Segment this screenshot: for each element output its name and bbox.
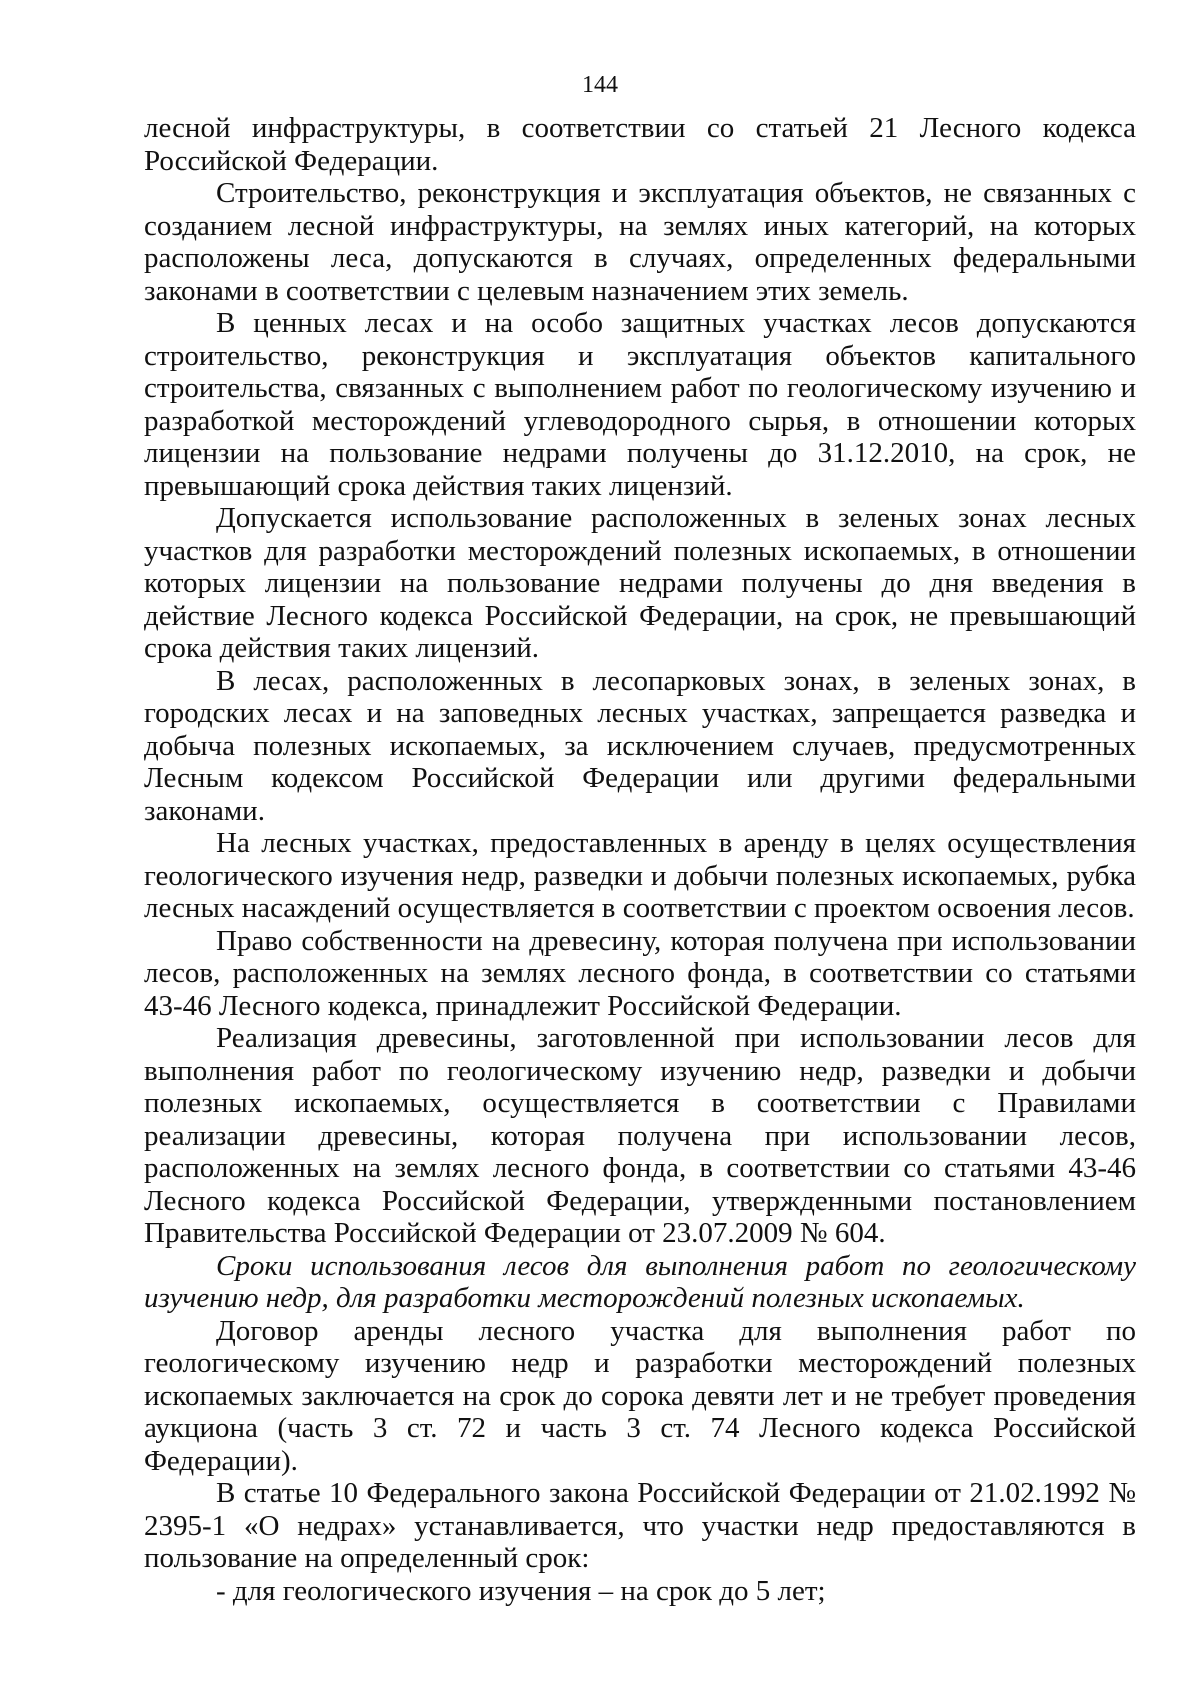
list-item-geological-study: - для геологического изучения – на срок до 5 лет; bbox=[216, 1574, 826, 1607]
paragraph-construction-other-lands: Строительство, реконструкция и эксплуатация объектов, не связанных с созданием лесной инфраструктуры, на землях иных категорий, на которых расположены леса, допускаются в случаях, определенных федеральными законами в соответствии с целевым назначением этих земель. bbox=[144, 177, 1136, 307]
paragraph-prohibition: В лесах, расположенных в лесопарковых зонах, в зеленых зонах, в городских лесах и на заповедных лесных участках, запрещается разведка и добыча полезных ископаемых, за исключением случаев, предусмотренных Лесным кодексом Российской Федерации или другими федеральными законами. bbox=[144, 664, 1136, 827]
section-heading-terms: Сроки использования лесов для выполнения работ по геологическому изучению недр, для разработки месторождений полезных ископаемых. bbox=[144, 1249, 1136, 1314]
paragraph-subsoil-law: В статье 10 Федерального закона Российской Федерации от 21.02.1992 № 2395-1 «О недрах» устанавливается, что участки недр предоставляются в пользование на определенный срок: bbox=[144, 1477, 1136, 1574]
paragraph-valuable-forests: В ценных лесах и на особо защитных участках лесов допускаются строительство, реконструкция и эксплуатация объектов капитального строительства, связанных с выполнением работ по геологическому изучению и разработкой месторождений углеводородного сырья, в отношении которых лицензии на пользование недрами получены до 31.12.2010, на срок, не превышающий срока действия таких лицензий. bbox=[144, 307, 1136, 502]
paragraph-lease-agreement: Договор аренды лесного участка для выполнения работ по геологическому изучению недр и разработки месторождений полезных ископаемых заключается на срок до сорока девяти лет и не требует проведения аукциона (часть 3 ст. 72 и часть 3 ст. 74 Лесного кодекса Российской Федерации). bbox=[144, 1314, 1136, 1477]
paragraph-continuation: лесной инфраструктуры, в соответствии со статьей 21 Лесного кодекса Российской Федерации. bbox=[144, 112, 1136, 177]
document-body bbox=[144, 112, 1136, 1607]
paragraph-logging: На лесных участках, предоставленных в аренду в целях осуществления геологического изучения недр, разведки и добычи полезных ископаемых, рубка лесных насаждений осуществляется в соответствии с проектом освоения лесов. bbox=[144, 827, 1136, 924]
page-number: 144 bbox=[582, 72, 618, 98]
paragraph-timber-ownership: Право собственности на древесину, которая получена при использовании лесов, расположенных на землях лесного фонда, в соответствии со статьями 43-46 Лесного кодекса, принадлежит Российской Федерации. bbox=[144, 924, 1136, 1022]
paragraph-green-zones: Допускается использование расположенных в зеленых зонах лесных участков для разработки месторождений полезных ископаемых, в отношении которых лицензии на пользование недрами получены до дня введения в действие Лесного кодекса Российской Федерации, на срок, не превышающий срока действия таких лицензий. bbox=[144, 502, 1136, 664]
paragraph-timber-sale: Реализация древесины, заготовленной при использовании лесов для выполнения работ по геологическому изучению недр, разведки и добычи полезных ископаемых, осуществляется в соответствии с Правилами реализации древесины, которая получена при использовании лесов, расположенных на землях лесного фонда, в соответствии со статьями 43-46 Лесного кодекса Российской Федерации, утвержденными постановлением Правительства Российской Федерации от 23.07.2009 № 604. bbox=[144, 1022, 1136, 1249]
